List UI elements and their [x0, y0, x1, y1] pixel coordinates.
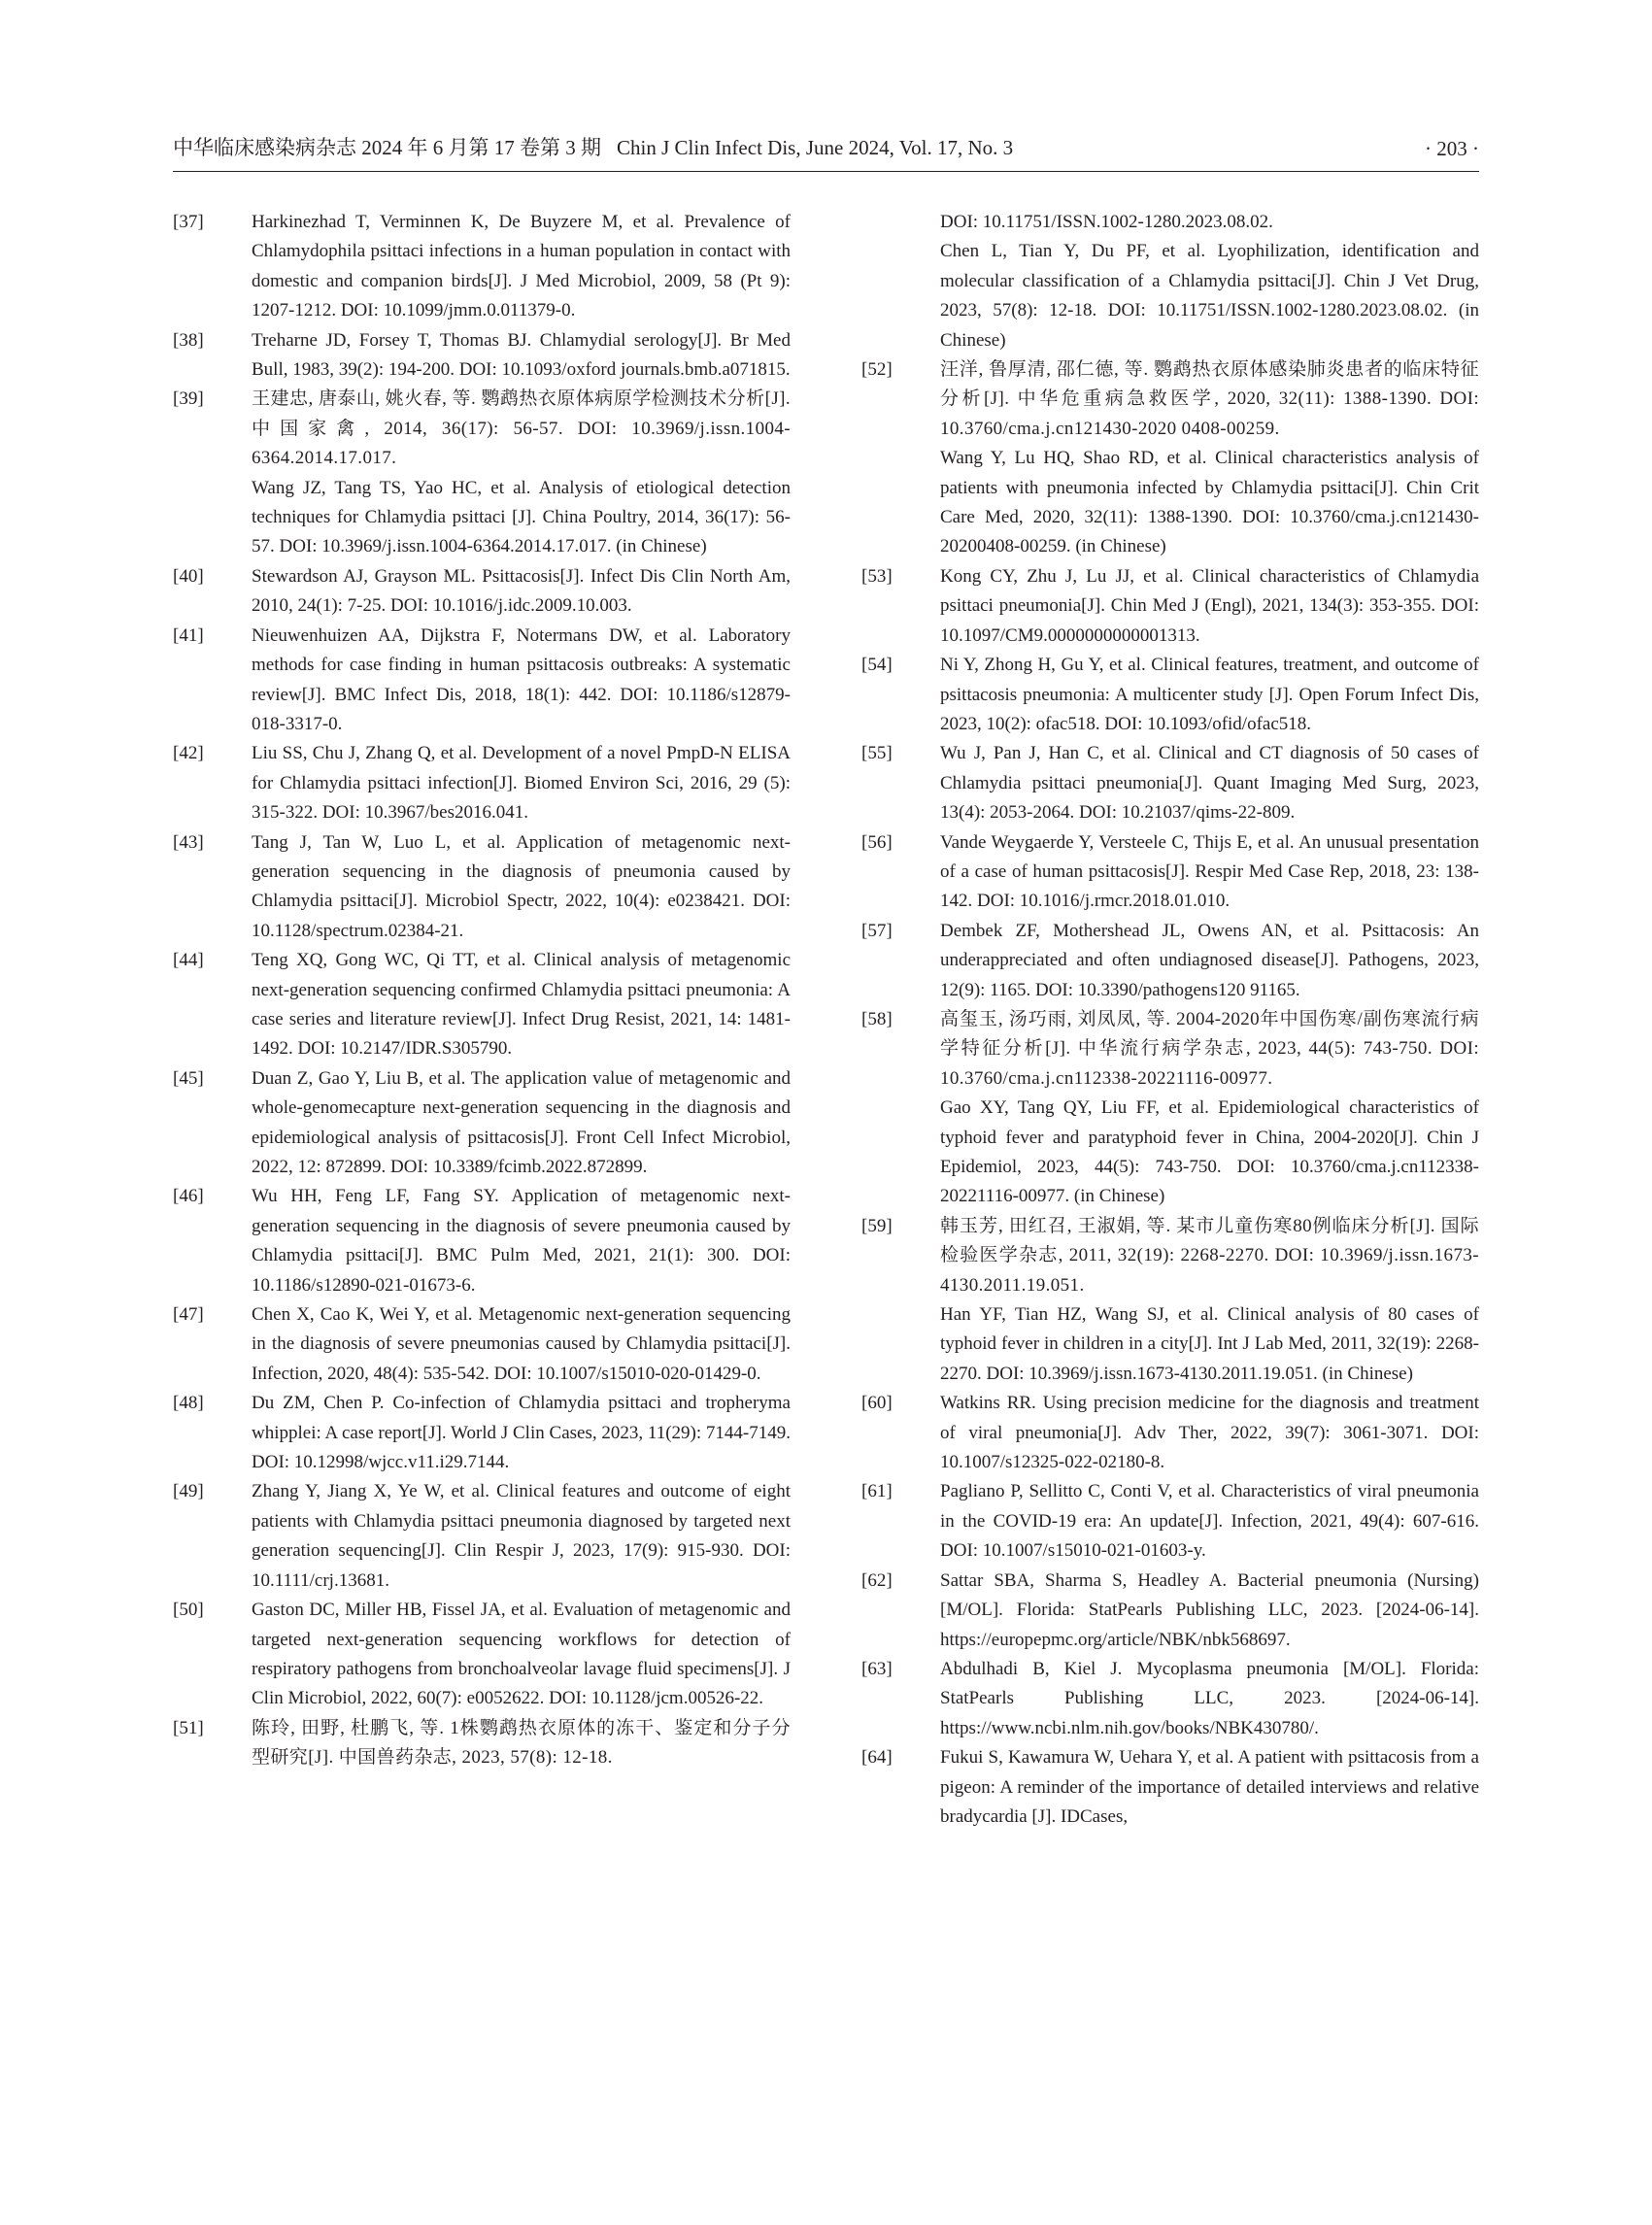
reference-text-block [940, 562, 1479, 651]
reference-item [173, 1300, 791, 1389]
reference-text: Gaston DC, Miller HB, Fissel JA, et al. Evaluation of metagenomic and targeted next-generation sequencing workflows for detection of respiratory pathogens from bronchoalveolar lavage fluid specimens[J]. J Clin Microbiol, 2022, 60(7): e0052622. DOI: 10.1128/jcm.00526-22. [252, 1600, 791, 1709]
reference-item [861, 917, 1479, 1005]
reference-number: [49] [173, 1481, 204, 1502]
reference-item [861, 355, 1479, 562]
reference-item [173, 208, 791, 326]
reference-text-block [252, 1182, 791, 1300]
journal-info [173, 132, 1013, 161]
reference-item [173, 622, 791, 740]
reference-text-block [940, 1567, 1479, 1655]
reference-text-block [252, 1714, 791, 1773]
reference-number: [52] [861, 359, 893, 381]
reference-text: Abdulhadi B, Kiel J. Mycoplasma pneumonia [M/OL]. Florida: StatPearls Publishing LLC, 2023. [2024-06-14]. https://www.ncbi.nlm.nih.gov/books/NBK430780/. [940, 1658, 1479, 1738]
reference-text: Wu J, Pan J, Han C, et al. Clinical and CT diagnosis of 50 cases of Chlamydia psittaci pneumonia[J]. Quant Imaging Med Surg, 2023, 13(4): 2053-2064. DOI: 10.21037/qims-22-809. [940, 743, 1479, 824]
reference-text-block [940, 355, 1479, 562]
reference-text: 陈玲, 田野, 杜鹏飞, 等. 1株鹦鹉热衣原体的冻干、鉴定和分子分型研究[J]. 中国兽药杂志, 2023, 57(8): 12-18. [252, 1717, 791, 1769]
reference-text-block [252, 1300, 791, 1389]
reference-number: [54] [861, 655, 893, 676]
reference-number: [44] [173, 950, 204, 971]
reference-text-block [252, 1596, 791, 1714]
reference-translation: Wang JZ, Tang TS, Yao HC, et al. Analysis of etiological detection techniques for Chlamydia psittaci [J]. China Poultry, 2014, 36(17): 56-57. DOI: 10.3969/j.issn.1004-6364.2014.17.017. (in Chinese) [252, 477, 791, 557]
journal-title-en: Chin J Clin Infect Dis, June 2024, Vol. 17, No. 3 [617, 136, 1014, 159]
right-reference-column [861, 208, 1479, 1832]
reference-number: [46] [173, 1186, 204, 1207]
reference-item [861, 1212, 1479, 1389]
reference-item [173, 739, 791, 827]
reference-item [173, 1596, 791, 1714]
reference-text-block [252, 1477, 791, 1596]
reference-item [173, 1477, 791, 1596]
reference-text-block [252, 1064, 791, 1183]
reference-item [173, 1182, 791, 1300]
reference-text-block [940, 739, 1479, 827]
reference-text: Pagliano P, Sellitto C, Conti V, et al. Characteristics of viral pneumonia in the COVID-19 era: An update[J]. Infection, 2021, 49(4): 607-616. DOI: 10.1007/s15010-021-01603-y. [940, 1481, 1479, 1562]
reference-text: Sattar SBA, Sharma S, Headley A. Bacterial pneumonia (Nursing) [M/OL]. Florida: StatPearls Publishing LLC, 2023. [2024-06-14]. https://europepmc.org/article/NBK/nbk568697. [940, 1569, 1479, 1650]
reference-number: [58] [861, 1008, 893, 1029]
reference-text-block [940, 1212, 1479, 1389]
reference-number: [62] [861, 1569, 893, 1591]
reference-number: [59] [861, 1215, 893, 1236]
reference-item [173, 1714, 791, 1773]
reference-translation: Han YF, Tian HZ, Wang SJ, et al. Clinical analysis of 80 cases of typhoid fever in children in a city[J]. Int J Lab Med, 2011, 32(19): 2268-2270. DOI: 10.3969/j.issn.1673-4130.2011.19.051. (in Chinese) [940, 1304, 1479, 1384]
reference-number: [64] [861, 1747, 893, 1769]
reference-text-block [940, 1743, 1479, 1832]
reference-text-block [940, 1477, 1479, 1566]
reference-text: Nieuwenhuizen AA, Dijkstra F, Notermans DW, et al. Laboratory methods for case finding in human psittacosis outbreaks: A systematic review[J]. BMC Infect Dis, 2018, 18(1): 442. DOI: 10.1186/s12879-018-3317-0. [252, 624, 791, 734]
reference-item [173, 946, 791, 1064]
reference-item [861, 562, 1479, 651]
reference-item [173, 1389, 791, 1477]
page-number: · 203 · [1425, 137, 1479, 160]
reference-text: Ni Y, Zhong H, Gu Y, et al. Clinical features, treatment, and outcome of psittacosis pneumonia: A multicenter study [J]. Open Forum Infect Dis, 2023, 10(2): ofac518. DOI: 10.1093/ofid/ofac518. [940, 655, 1479, 734]
reference-number: [63] [861, 1658, 893, 1679]
reference-text: 高玺玉, 汤巧雨, 刘凤凤, 等. 2004-2020年中国伤寒/副伤寒流行病学特征分析[J]. 中华流行病学杂志, 2023, 44(5): 743-750. DOI: 10.3760/cma.j.cn112338-20221116-00977. [940, 1008, 1479, 1089]
reference-item [861, 1389, 1479, 1477]
reference-text: Fukui S, Kawamura W, Uehara Y, et al. A patient with psittacosis from a pigeon: A reminder of the importance of detailed interviews and relative bradycardia [J]. IDCases, [940, 1747, 1479, 1827]
reference-text: Chen X, Cao K, Wei Y, et al. Metagenomic next-generation sequencing in the diagnosis of severe pneumonias caused by Chlamydia psittaci[J]. Infection, 2020, 48(4): 535-542. DOI: 10.1007/s15010-020-01429-0. [252, 1304, 791, 1384]
reference-text: Tang J, Tan W, Luo L, et al. Application of metagenomic next-generation sequencing in the diagnosis of pneumonia caused by Chlamydia psittaci[J]. Microbiol Spectr, 2022, 10(4): e0238421. DOI: 10.1128/spectrum.02384-21. [252, 831, 791, 941]
reference-item [173, 562, 791, 622]
reference-item [173, 385, 791, 561]
left-reference-column [173, 208, 791, 1773]
reference-number: [40] [173, 565, 204, 587]
reference-text: Watkins RR. Using precision medicine for the diagnosis and treatment of viral pneumonia[J]. Adv Ther, 2022, 39(7): 3061-3071. DOI: 10.1007/s12325-022-02180-8. [940, 1393, 1479, 1473]
reference-number: [45] [173, 1067, 204, 1089]
reference-number: [57] [861, 920, 893, 941]
journal-title-zh: 中华临床感染病杂志 2024 年 6 月第 17 卷第 3 期 [173, 136, 601, 159]
reference-text: Teng XQ, Gong WC, Qi TT, et al. Clinical analysis of metagenomic next-generation sequencing confirmed Chlamydia psittaci pneumonia: A case series and literature review[J]. Infect Drug Resist, 2021, 14: 1481-1492. DOI: 10.2147/IDR.S305790. [252, 950, 791, 1060]
reference-item [861, 1743, 1479, 1832]
reference-text-block [940, 1389, 1479, 1477]
reference-text-block [252, 385, 791, 561]
reference-text-block [940, 1655, 1479, 1743]
reference-number: [42] [173, 743, 204, 764]
reference-text-block [940, 828, 1479, 917]
reference-text: Zhang Y, Jiang X, Ye W, et al. Clinical features and outcome of eight patients with Chlamydia psittaci pneumonia diagnosed by targeted next generation sequencing[J]. Clin Respir J, 2023, 17(9): 915-930. DOI: 10.1111/crj.13681. [252, 1481, 791, 1591]
reference-number: [48] [173, 1393, 204, 1414]
reference-number: [55] [861, 743, 893, 764]
reference-continuation-translation: Chen L, Tian Y, Du PF, et al. Lyophilization, identification and molecular classification of a Chlamydia psittaci[J]. Chin J Vet Drug, 2023, 57(8): 12-18. DOI: 10.11751/ISSN.1002-1280.2023.08.02. (in Chinese) [940, 241, 1479, 351]
reference-number: [50] [173, 1600, 204, 1621]
reference-text-block [252, 622, 791, 740]
reference-text: Treharne JD, Forsey T, Thomas BJ. Chlamydial serology[J]. Br Med Bull, 1983, 39(2): 194-200. DOI: 10.1093/oxford journals.bmb.a071815. [252, 329, 791, 381]
reference-text-block [252, 739, 791, 827]
reference-item [861, 1567, 1479, 1655]
reference-text: 韩玉芳, 田红召, 王淑娟, 等. 某市儿童伤寒80例临床分析[J]. 国际检验医学杂志, 2011, 32(19): 2268-2270. DOI: 10.3969/j.issn.1673-4130.2011.19.051. [940, 1215, 1479, 1296]
reference-text: Dembek ZF, Mothershead JL, Owens AN, et al. Psittacosis: An underappreciated and often undiagnosed disease[J]. Pathogens, 2023, 12(9): 1165. DOI: 10.3390/pathogens120 91165. [940, 920, 1479, 1000]
reference-number: [56] [861, 831, 893, 853]
reference-item [861, 651, 1479, 739]
reference-text-block [252, 208, 791, 326]
reference-number: [61] [861, 1481, 893, 1502]
reference-continuation: DOI: 10.11751/ISSN.1002-1280.2023.08.02. [940, 212, 1273, 232]
reference-text-block [940, 1005, 1479, 1212]
reference-item [173, 326, 791, 386]
reference-number: [60] [861, 1393, 893, 1414]
reference-translation: Wang Y, Lu HQ, Shao RD, et al. Clinical characteristics analysis of patients with pneumonia infected by Chlamydia psittaci[J]. Chin Crit Care Med, 2020, 32(11): 1388-1390. DOI: 10.3760/cma.j.cn121430-20200408-00259. (in Chinese) [940, 448, 1479, 557]
reference-number: [53] [861, 565, 893, 587]
reference-text: Vande Weygaerde Y, Versteele C, Thijs E, et al. An unusual presentation of a case of human psittacosis[J]. Respir Med Case Rep, 2018, 23: 138-142. DOI: 10.1016/j.rmcr.2018.01.010. [940, 831, 1479, 912]
reference-number: [39] [173, 388, 204, 410]
reference-translation: Gao XY, Tang QY, Liu FF, et al. Epidemiological characteristics of typhoid fever and paratyphoid fever in China, 2004-2020[J]. Chin J Epidemiol, 2023, 44(5): 743-750. DOI: 10.3760/cma.j.cn112338-20221116-00977. (in Chinese) [940, 1097, 1479, 1207]
reference-text: Kong CY, Zhu J, Lu JJ, et al. Clinical characteristics of Chlamydia psittaci pneumonia[J]. Chin Med J (Engl), 2021, 134(3): 353-355. DOI: 10.1097/CM9.0000000000001313. [940, 565, 1479, 646]
reference-number: [41] [173, 624, 204, 646]
reference-item [861, 1005, 1479, 1212]
right-reference-list [861, 355, 1479, 1832]
reference-text-block [940, 917, 1479, 1005]
reference-item [173, 828, 791, 947]
reference-item [861, 1655, 1479, 1743]
reference-item [861, 739, 1479, 827]
reference-text-block [252, 326, 791, 386]
running-header [173, 132, 1479, 172]
reference-text: Wu HH, Feng LF, Fang SY. Application of metagenomic next-generation sequencing in the diagnosis of severe pneumonia caused by Chlamydia psittaci[J]. BMC Pulm Med, 2021, 21(1): 300. DOI: 10.1186/s12890-021-01673-6. [252, 1186, 791, 1296]
reference-text-block [252, 828, 791, 947]
reference-number: [37] [173, 212, 204, 232]
reference-text: Stewardson AJ, Grayson ML. Psittacosis[J]. Infect Dis Clin North Am, 2010, 24(1): 7-25. DOI: 10.1016/j.idc.2009.10.003. [252, 565, 791, 617]
reference-number: [47] [173, 1304, 204, 1326]
reference-text-block [252, 946, 791, 1064]
reference-item [861, 1477, 1479, 1566]
reference-text-block [252, 1389, 791, 1477]
reference-text-block [252, 562, 791, 622]
reference-text: Liu SS, Chu J, Zhang Q, et al. Development of a novel PmpD-N ELISA for Chlamydia psittaci infection[J]. Biomed Environ Sci, 2016, 29 (5): 315-322. DOI: 10.3967/bes2016.041. [252, 743, 791, 824]
reference-number: [51] [173, 1717, 204, 1738]
reference-item [861, 828, 1479, 917]
reference-number: [38] [173, 329, 204, 351]
reference-text-block [940, 651, 1479, 739]
reference-text: Du ZM, Chen P. Co-infection of Chlamydia psittaci and tropheryma whipplei: A case report[J]. World J Clin Cases, 2023, 11(29): 7144-7149. DOI: 10.12998/wjcc.v11.i29.7144. [252, 1393, 791, 1473]
reference-item [173, 1064, 791, 1183]
reference-number: [43] [173, 831, 204, 853]
reference-text: 汪洋, 鲁厚清, 邵仁德, 等. 鹦鹉热衣原体感染肺炎患者的临床特征分析[J]. 中华危重病急救医学, 2020, 32(11): 1388-1390. DOI: 10.3760/cma.j.cn121430-2020 0408-00259. [940, 359, 1479, 439]
reference-text: Harkinezhad T, Verminnen K, De Buyzere M, et al. Prevalence of Chlamydophila psittaci infections in a human population in contact with domestic and companion birds[J]. J Med Microbiol, 2009, 58 (Pt 9): 1207-1212. DOI: 10.1099/jmm.0.011379-0. [252, 212, 791, 321]
reference-text: 王建忠, 唐泰山, 姚火春, 等. 鹦鹉热衣原体病原学检测技术分析[J]. 中国家禽, 2014, 36(17): 56-57. DOI: 10.3969/j.issn.1004-6364.2014.17.017. [252, 388, 791, 469]
reference-text: Duan Z, Gao Y, Liu B, et al. The application value of metagenomic and whole-genomecapture next-generation sequencing in the diagnosis and epidemiological analysis of psittacosis[J]. Front Cell Infect Microbiol, 2022, 12: 872899. DOI: 10.3389/fcimb.2022.872899. [252, 1067, 791, 1177]
